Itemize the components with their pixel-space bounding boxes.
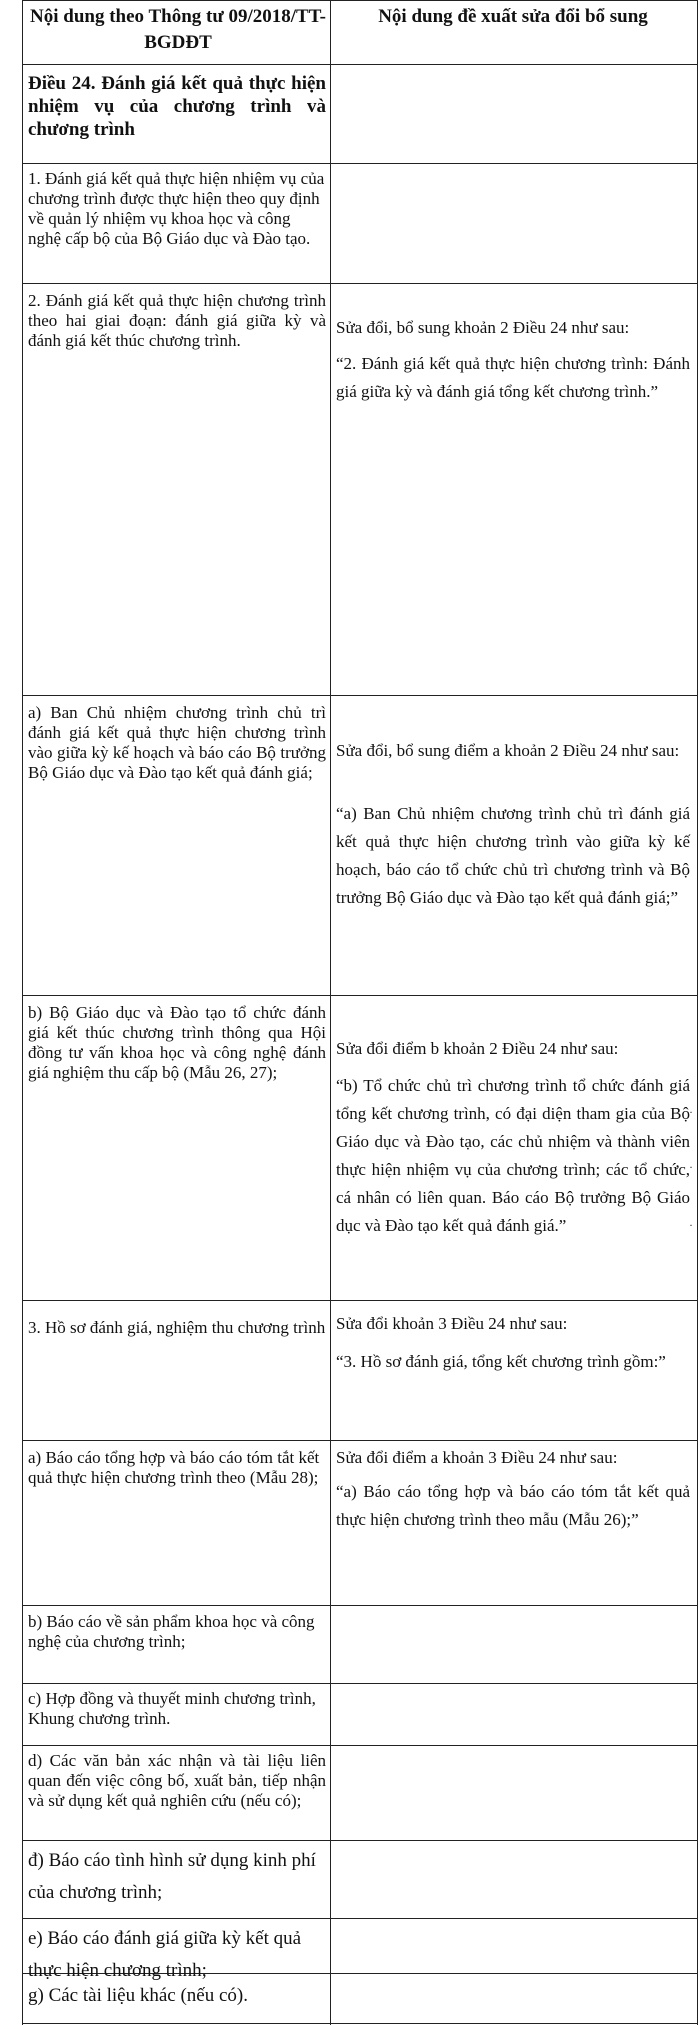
- point-2a-amend-text: “a) Ban Chủ nhiệm chương trình chủ trì đánh giá kết quả thực hiện chương trình vào giữa kỳ kế hoạch, báo cáo tổ chức chủ trì chương trình và Bộ trưởng Bộ Giáo dục và Đào tạo kết quả đánh giá;”: [336, 804, 690, 907]
- point-3a-amend-intro: Sửa đổi điểm a khoản 3 Điều 24 như sau:: [336, 1448, 618, 1467]
- point-2b-amend-text: “b) Tổ chức chủ trì chương trình tổ chức đánh giá tổng kết chương trình, có đại diện tham gia của Bộ Giáo dục và Đào tạo, các chủ nhiệm và thành viên thực hiện nhiệm vụ của chương trình; các tổ chức, cá nhân có liên quan. Báo cáo Bộ trưởng Bộ Giáo dục và Đào tạo kết quả đánh giá.”: [336, 1076, 690, 1235]
- row-divider: [22, 995, 698, 996]
- row-divider: [22, 1745, 698, 1746]
- article-title: Điều 24. Đánh giá kết quả thực hiện nhiệm vụ của chương trình và chương trình: [28, 73, 326, 140]
- clause-2-text: 2. Đánh giá kết quả thực hiện chương trình theo hai giai đoạn: đánh giá giữa kỳ và đánh giá kết thúc chương trình.: [28, 291, 326, 350]
- row-divider: [22, 1683, 698, 1684]
- row-divider: [22, 1840, 698, 1841]
- point-3a-text: a) Báo cáo tổng hợp và báo cáo tóm tắt kết quả thực hiện chương trình theo (Mẫu 28);: [28, 1448, 320, 1487]
- row-divider: [22, 163, 698, 164]
- column-divider: [330, 0, 331, 2025]
- point-3c-text: c) Hợp đồng và thuyết minh chương trình, Khung chương trình.: [28, 1689, 316, 1728]
- point-2a-text: a) Ban Chủ nhiệm chương trình chủ trì đánh giá kết quả thực hiện chương trình vào giữa kỳ kế hoạch và báo cáo Bộ trưởng Bộ Giáo dục và Đào tạo kết quả đánh giá;: [28, 703, 326, 782]
- table-top-border: [22, 0, 698, 1]
- point-3b-text: b) Báo cáo về sản phẩm khoa học và công nghệ của chương trình;: [28, 1612, 315, 1651]
- scan-mark: ·: [689, 1105, 693, 1119]
- clause-2-amend-intro: Sửa đổi, bổ sung khoản 2 Điều 24 như sau:: [336, 318, 630, 337]
- row-divider: [22, 1605, 698, 1606]
- row-divider: [22, 695, 698, 696]
- row-divider: [22, 1300, 698, 1301]
- clause-3-text: 3. Hồ sơ đánh giá, nghiệm thu chương trình: [28, 1318, 326, 1337]
- point-3g-text: g) Các tài liệu khác (nếu có).: [28, 1985, 248, 2006]
- clause-1-text: 1. Đánh giá kết quả thực hiện nhiệm vụ của chương trình được thực hiện theo quy định về quản lý nhiệm vụ khoa học và công nghệ cấp bộ của Bộ Giáo dục và Đào tạo.: [28, 169, 325, 248]
- row-divider: [22, 1918, 698, 1919]
- clause-2-amend-text: “2. Đánh giá kết quả thực hiện chương trình: Đánh giá giữa kỳ và đánh giá tổng kết chương trình.”: [336, 354, 690, 401]
- header-right: Nội dung đề xuất sửa đổi bổ sung: [378, 6, 648, 27]
- point-3dd-text: đ) Báo cáo tình hình sử dụng kinh phí của chương trình;: [28, 1850, 316, 1903]
- point-2b-text: b) Bộ Giáo dục và Đào tạo tổ chức đánh giá kết thúc chương trình thông qua Hội đồng tư vấn khoa học và công nghệ đánh giá nghiệm thu cấp bộ (Mẫu 26, 27);: [28, 1003, 326, 1082]
- scan-mark: ·: [689, 1160, 693, 1174]
- clause-3-amend-text: “3. Hồ sơ đánh giá, tổng kết chương trình gồm:”: [336, 1352, 666, 1371]
- scan-mark: ·: [689, 1218, 693, 1232]
- point-3d-text: d) Các văn bản xác nhận và tài liệu liên quan đến việc công bố, xuất bản, tiếp nhận và sử dụng kết quả nghiên cứu (nếu có);: [28, 1751, 326, 1810]
- header-divider: [22, 64, 698, 65]
- point-3a-amend-text: “a) Báo cáo tổng hợp và báo cáo tóm tắt kết quả thực hiện chương trình theo mẫu (Mẫu 26);”: [336, 1482, 690, 1529]
- point-3e-text: e) Báo cáo đánh giá giữa kỳ kết quả thực hiện chương trình;: [28, 1928, 302, 1981]
- clause-3-amend-intro: Sửa đổi khoản 3 Điều 24 như sau:: [336, 1314, 568, 1333]
- row-divider: [22, 283, 698, 284]
- table-bottom-border: [22, 2023, 698, 2024]
- point-2a-amend-intro: Sửa đổi, bổ sung điểm a khoản 2 Điều 24 như sau:: [336, 741, 680, 760]
- row-divider: [22, 1440, 698, 1441]
- point-2b-amend-intro: Sửa đổi điểm b khoản 2 Điều 24 như sau:: [336, 1039, 619, 1058]
- header-left: Nội dung theo Thông tư 09/2018/TT-BGDĐT: [30, 6, 326, 53]
